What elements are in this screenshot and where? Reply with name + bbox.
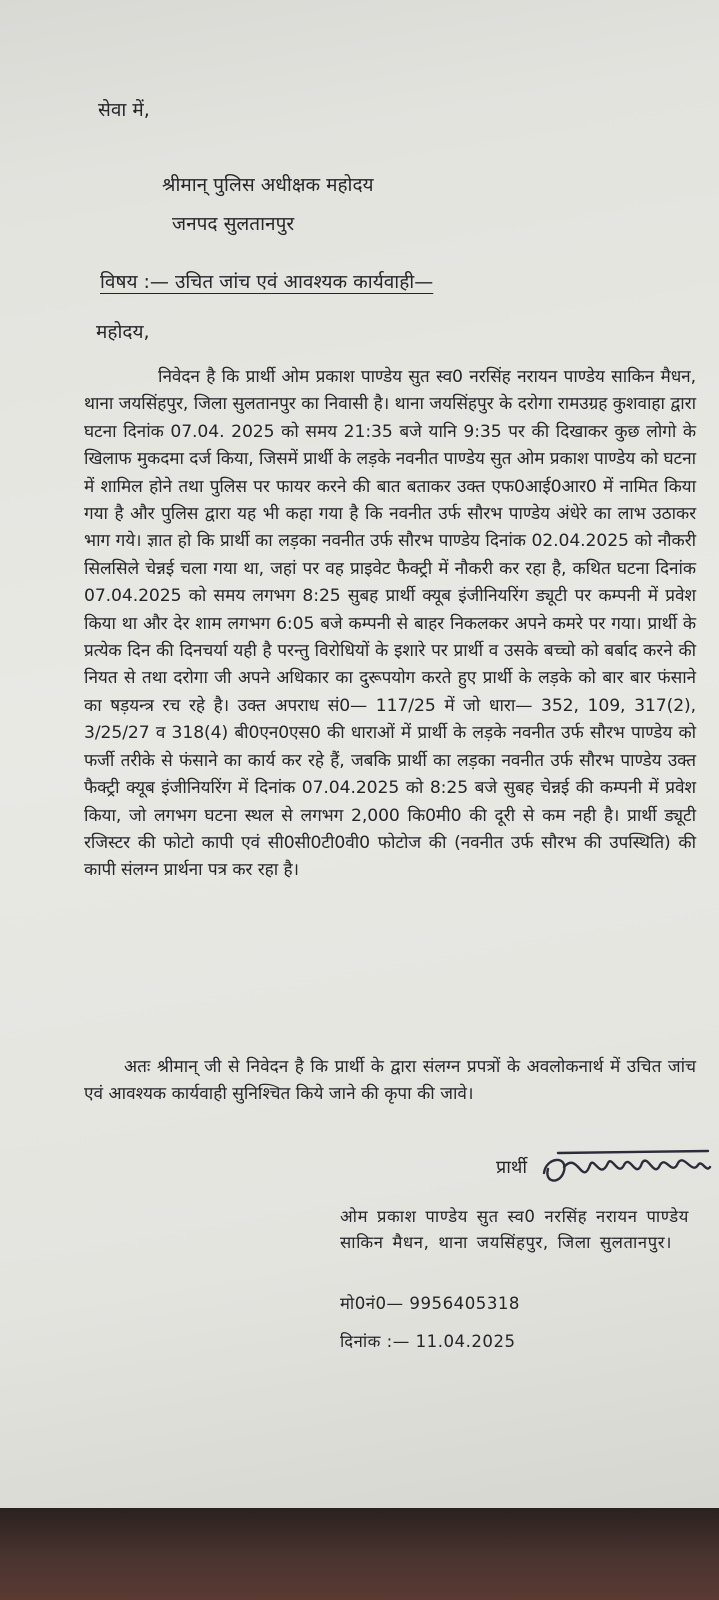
- applicant-label: प्रार्थी: [496, 1157, 528, 1178]
- sender-address: ओम प्रकाश पाण्डेय सुत स्व0 नरसिंह नरायन पाण्डेय साकिन मैधन, थाना जयसिंहपुर, जिला सुलतानपुर।: [340, 1207, 689, 1252]
- subject-line: विषय :— उचित जांच एवं आवश्यक कार्यवाही—: [100, 271, 434, 293]
- closing-paragraph: अतः श्रीमान् जी से निवेदन है कि प्रार्थी के द्वारा संलग्न प्रपत्रों के अवलोकनार्थ में उचित जांच एवं आवश्यक कार्यवाही सुनिश्चित किये जाने की कृपा की जावे।: [84, 1057, 696, 1105]
- background-surface: [0, 1508, 719, 1600]
- body-paragraph: निवेदन है कि प्रार्थी ओम प्रकाश पाण्डेय सुत स्व0 नरसिंह नरायन पाण्डेय साकिन मैधन, थाना जयसिंहपुर, जिला सुलतानपुर का निवासी है। थाना जयसिंहपुर के दरोगा रामउग्रह कुशवाहा द्वारा घटना दिनांक 07.04. 2025 को समय 21:35 बजे यानि 9:35 पर की दिखाकर कुछ लोगो के खिलाफ मुकदमा दर्ज किया, जिसमें प्रार्थी के लड़के नवनीत पाण्डेय सुत ओम प्रकाश पाण्डेय को घटना में शामिल होने तथा पुलिस पर फायर करने की बात बताकर उक्त एफ0आई0आर0 में नामित किया गया है और पुलिस द्वारा यह भी कहा गया है कि नवनीत उर्फ सौरभ पाण्डेय अंधेरे का लाभ उठाकर भाग गये। ज्ञात हो कि प्रार्थी का लड़का नवनीत उर्फ सौरभ पाण्डेय दिनांक 02.04.2025 को नौकरी सिलसिले चेन्नई चला गया था, जहां पर वह प्राइवेट फैक्ट्री में नौकरी कर रहा है, कथित घटना दिनांक 07.04.2025 को समय लगभग 8:25 सुबह प्रार्थी क्यूब इंजीनियरिंग ड्यूटी पर कम्पनी में प्रवेश किया था और देर शाम लगभग 6:05 बजे कम्पनी से बाहर निकलकर अपने कमरे पर गया। प्रार्थी के प्रत्येक दिन की दिनचर्या यही है परन्तु विरोधियों के इशारे पर प्रार्थी व उसके बच्चो को बर्बाद करने की नियत से तथा दरोगा जी अपने अधिकार का दुरूपयोग करते हुए प्रार्थी के लड़के को बार बार फंसाने का षड़यन्त्र रच रहे है। उक्त अपराध सं0— 117/25 में जो धारा— 352, 109, 317(2), 3/25/27 व 318(4) बी0एन0एस0 की धाराओं में प्रार्थी के लड़के नवनीत उर्फ सौरभ पाण्डेय को फर्जी तरीके से फंसाने का कार्य कर रहे हैं, जबकि प्रार्थी का लड़का नवनीत उर्फ सौरभ पाण्डेय उक्त फैक्ट्री क्यूब इंजीनियरिंग में दिनांक 07.04.2025 को 8:25 बजे सुबह चेन्नई की कम्पनी में प्रवेश किया, जो लगभग घटना स्थल से लगभग 2,000 कि0मी0 की दूरी से कम नही है। प्रार्थी ड्यूटी रजिस्टर की फोटो कापी एवं सी0सी0टी0वी0 फोटोज की (नवनीत उर्फ सौरभ की उपस्थिति) की कापी संलग्न प्रार्थना पत्र कर रहा है।: [84, 367, 696, 881]
- mobile-number: मो0नं0— 9956405318: [340, 1294, 520, 1313]
- handwritten-signature: [538, 1143, 714, 1199]
- salutation: सेवा में,: [98, 99, 150, 121]
- addressee-district: जनपद सुलतानपुर: [172, 213, 295, 235]
- addressee-title: श्रीमान् पुलिस अधीक्षक महोदय: [162, 174, 374, 196]
- letter-date: दिनांक :— 11.04.2025: [340, 1332, 516, 1351]
- letter-body: [84, 364, 696, 885]
- greeting: महोदय,: [96, 321, 150, 343]
- closing-request: [84, 1054, 696, 1109]
